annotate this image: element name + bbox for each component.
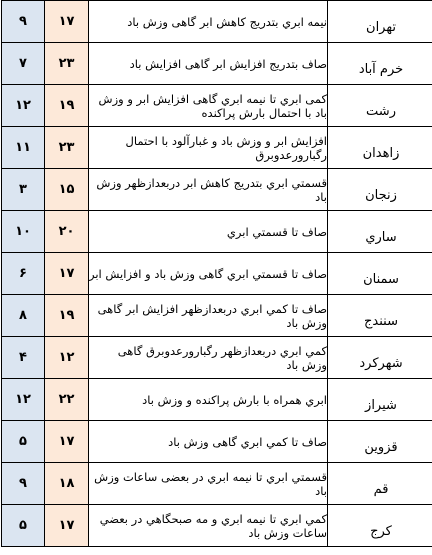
min-temp-cell: ۱۰ <box>2 211 45 253</box>
max-temp-cell: ۲۰ <box>45 211 89 253</box>
min-temp-cell: ۸ <box>2 295 45 337</box>
forecast-description-cell: صاف تا قسمتي ابري گاهی وزش باد و افزایش ابر <box>89 253 328 295</box>
table-row <box>2 337 432 379</box>
min-temp-cell: ۱۲ <box>2 85 45 127</box>
max-temp-cell: ۲۳ <box>45 43 89 85</box>
table-row <box>2 211 432 253</box>
city-name-cell <box>328 295 432 337</box>
forecast-description-cell: صاف تا قسمتي ابري <box>89 211 328 253</box>
city-name: خرم آباد <box>358 62 404 77</box>
forecast-description-cell: ابري همراه با بارش پراکنده و وزش باد <box>89 379 328 421</box>
city-name: زنجان <box>365 188 397 203</box>
city-name: تهران <box>366 20 396 35</box>
city-name: سنندج <box>364 314 398 329</box>
table-row <box>2 421 432 463</box>
min-temp-cell: ۶ <box>2 253 45 295</box>
city-name-cell <box>328 421 432 463</box>
table-row <box>2 379 432 421</box>
city-name-cell <box>328 1 432 43</box>
city-name: قم <box>373 482 389 497</box>
table-row <box>2 85 432 127</box>
forecast-description-cell: صاف تا کمي ابري گاهی وزش باد <box>89 421 328 463</box>
min-temp-cell: ۹ <box>2 1 45 43</box>
city-name-cell <box>328 337 432 379</box>
table-row <box>2 463 432 505</box>
weather-table <box>1 0 432 547</box>
table-row <box>2 295 432 337</box>
max-temp-cell: ۱۷ <box>45 421 89 463</box>
city-name: زاهدان <box>362 146 400 161</box>
min-temp-cell: ۹ <box>2 463 45 505</box>
min-temp-cell: ۱۲ <box>2 379 45 421</box>
table-row <box>2 1 432 43</box>
forecast-description-cell: قسمتي ابري بتدریج کاهش ابر دربعدازظهر وزش باد <box>89 169 328 211</box>
city-name-cell <box>328 379 432 421</box>
weather-table-body <box>2 1 432 547</box>
city-name: شهرکرد <box>359 356 403 371</box>
table-row <box>2 43 432 85</box>
min-temp-cell: ۳ <box>2 169 45 211</box>
city-name-cell <box>328 463 432 505</box>
table-row <box>2 127 432 169</box>
city-name-cell <box>328 127 432 169</box>
forecast-description-cell: کمي ابري تا نیمه ابري و مه صبحگاهي در بعضي ساعات وزش باد <box>89 505 328 547</box>
city-name: رشت <box>366 104 396 119</box>
min-temp-cell: ۱۱ <box>2 127 45 169</box>
city-name-cell <box>328 43 432 85</box>
min-temp-cell: ۴ <box>2 337 45 379</box>
max-temp-cell: ۱۲ <box>45 337 89 379</box>
table-row <box>2 505 432 547</box>
table-row <box>2 169 432 211</box>
max-temp-cell: ۱۹ <box>45 85 89 127</box>
forecast-description-cell: نیمه ابري بتدریج کاهش ابر گاهی وزش باد <box>89 1 328 43</box>
min-temp-cell: ۷ <box>2 43 45 85</box>
max-temp-cell: ۱۵ <box>45 169 89 211</box>
max-temp-cell: ۱۷ <box>45 1 89 43</box>
forecast-description-cell: کمي ابري دربعدازظهر رگبارورعدوبرق گاهی وزش باد <box>89 337 328 379</box>
city-name-cell <box>328 211 432 253</box>
forecast-description-cell: صاف بتدریج افزایش ابر گاهی افزایش باد <box>89 43 328 85</box>
min-temp-cell: ۵ <box>2 421 45 463</box>
max-temp-cell: ۱۹ <box>45 295 89 337</box>
city-name: سمنان <box>363 272 399 287</box>
city-name-cell <box>328 253 432 295</box>
city-name-cell <box>328 169 432 211</box>
city-name: کرج <box>370 524 392 539</box>
max-temp-cell: ۲۳ <box>45 127 89 169</box>
min-temp-cell: ۵ <box>2 505 45 547</box>
city-name-cell <box>328 505 432 547</box>
city-name: شیراز <box>365 398 397 413</box>
forecast-description-cell: قسمتي ابري تا نیمه ابري در بعضی ساعات وزش باد <box>89 463 328 505</box>
forecast-description-cell: صاف تا کمي ابري دربعدازظهر افزایش ابر گاهی وزش باد <box>89 295 328 337</box>
forecast-description-cell: افزایش ابر و وزش باد و غبارآلود با احتمال رگبارورعدوبرق <box>89 127 328 169</box>
city-name-cell <box>328 85 432 127</box>
max-temp-cell: ۲۲ <box>45 379 89 421</box>
max-temp-cell: ۱۷ <box>45 253 89 295</box>
city-name: ساري <box>365 230 397 245</box>
max-temp-cell: ۱۸ <box>45 463 89 505</box>
max-temp-cell: ۱۷ <box>45 505 89 547</box>
forecast-description-cell: کمی ابري تا نیمه ابري گاهی افزایش ابر و وزش باد با احتمال بارش پراکنده <box>89 85 328 127</box>
table-row <box>2 253 432 295</box>
city-name: قزوین <box>364 440 398 455</box>
